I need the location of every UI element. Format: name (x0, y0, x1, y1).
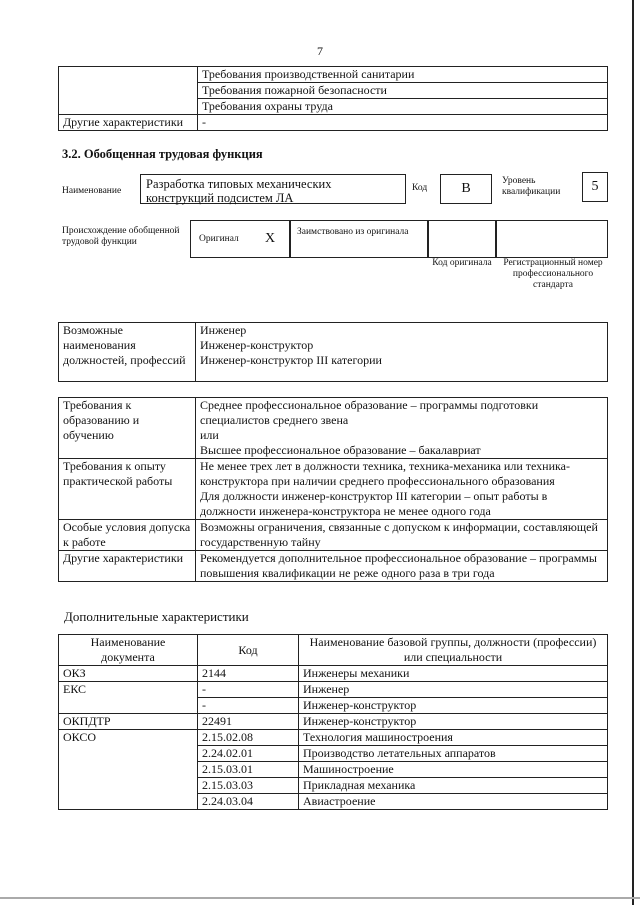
table-row (59, 682, 608, 698)
code-cell: - (198, 682, 299, 698)
reg-number-caption: Регистрационный номер профессионального стандарта (503, 258, 603, 290)
education-label: Требования к образованию и обучению (59, 398, 196, 459)
list-item: Инженер-конструктор (200, 338, 314, 352)
requirement-line: Рекомендуется дополнительное профессиональное образование – программы повышения квалификации не реже одного раза в три года (200, 551, 597, 580)
special-conditions-label: Особые условия допуска к работе (59, 520, 196, 551)
requirement-line: Высшее профессиональное образование – бакалавриат (200, 443, 481, 457)
code-original-box (428, 220, 496, 258)
code-cell: 2144 (198, 666, 299, 682)
code-label: Код (412, 183, 428, 193)
doc-cell: ОКСО (59, 730, 198, 810)
page-edge (632, 0, 634, 905)
table-row: Требования производственной санитарии (198, 67, 608, 83)
reg-number-box (496, 220, 608, 258)
level-label: Уровень квалификации (502, 176, 561, 197)
additional-table (58, 634, 608, 810)
name-value: Разработка типовых механических конструкций подсистем ЛА (140, 174, 406, 204)
experience-values (196, 459, 608, 520)
original-box (190, 220, 290, 258)
doc-cell: ЕКС (59, 682, 198, 714)
code-cell: 2.24.03.04 (198, 794, 299, 810)
name-cell: Инженер (299, 682, 608, 698)
requirement-line: Возможны ограничения, связанные с допуском к информации, составляющей государственную тайну (200, 520, 598, 549)
code-cell: - (198, 698, 299, 714)
requirement-line: Не менее трех лет в должности техника, техника-механика или техника-конструктора при наличии среднего профессионального образования (200, 459, 570, 488)
name-cell: Инженер-конструктор (299, 698, 608, 714)
original-label: Оригинал (199, 234, 239, 244)
name-cell: Машиностроение (299, 762, 608, 778)
name-cell: Инженеры механики (299, 666, 608, 682)
requirement-line: Для должности инженер-конструктор III категории – опыт работы в должности инженера-конструктора не менее одного года (200, 489, 548, 518)
page-bottom-line (0, 897, 640, 899)
positions-label: Возможные наименования должностей, профессий (59, 323, 196, 382)
positions-values (196, 323, 608, 382)
other-characteristics-value: - (198, 115, 608, 131)
doc-cell: ОКЗ (59, 666, 198, 682)
other-values (196, 551, 608, 582)
name-cell: Технология машиностроения (299, 730, 608, 746)
origin-label: Происхождение обобщенной трудовой функции (62, 226, 180, 247)
code-cell: 2.15.02.08 (198, 730, 299, 746)
name-label: Наименование (62, 186, 122, 196)
table-row: Требования пожарной безопасности (198, 83, 608, 99)
header-name: Наименование базовой группы, должности (профессии) или специальности (299, 635, 608, 666)
code-cell: 22491 (198, 714, 299, 730)
other-characteristics-label: Другие характеристики (59, 115, 198, 131)
other-label: Другие характеристики (59, 551, 196, 582)
table-row: Требования охраны труда (198, 99, 608, 115)
empty-cell (59, 67, 198, 115)
original-mark: X (265, 231, 276, 246)
conditions-table (58, 66, 608, 131)
table-row (59, 714, 608, 730)
positions-table (58, 322, 608, 382)
experience-label: Требования к опыту практической работы (59, 459, 196, 520)
header-code: Код (198, 635, 299, 666)
additional-title: Дополнительные характеристики (64, 609, 249, 624)
requirement-line: Среднее профессиональное образование – программы подготовки специалистов среднего звена (200, 398, 539, 427)
list-item: Инженер-конструктор III категории (200, 353, 382, 367)
header-doc: Наименование документа (59, 635, 198, 666)
table-row (59, 666, 608, 682)
table-row (59, 730, 608, 746)
requirement-line: или (200, 428, 219, 442)
borrowed-box: Заимствовано из оригинала (290, 220, 428, 258)
code-cell: 2.15.03.01 (198, 762, 299, 778)
doc-cell: ОКПДТР (59, 714, 198, 730)
list-item: Инженер (200, 323, 247, 337)
code-value: В (440, 174, 492, 204)
requirements-table (58, 397, 608, 582)
section-heading: 3.2. Обобщенная трудовая функция (62, 147, 263, 161)
level-value: 5 (582, 172, 608, 202)
code-original-caption: Код оригинала (432, 258, 492, 268)
special-conditions-values (196, 520, 608, 551)
education-values (196, 398, 608, 459)
name-cell: Авиастроение (299, 794, 608, 810)
name-cell: Инженер-конструктор (299, 714, 608, 730)
name-cell: Производство летательных аппаратов (299, 746, 608, 762)
code-cell: 2.24.02.01 (198, 746, 299, 762)
code-cell: 2.15.03.03 (198, 778, 299, 794)
name-cell: Прикладная механика (299, 778, 608, 794)
page-number: 7 (317, 44, 323, 58)
